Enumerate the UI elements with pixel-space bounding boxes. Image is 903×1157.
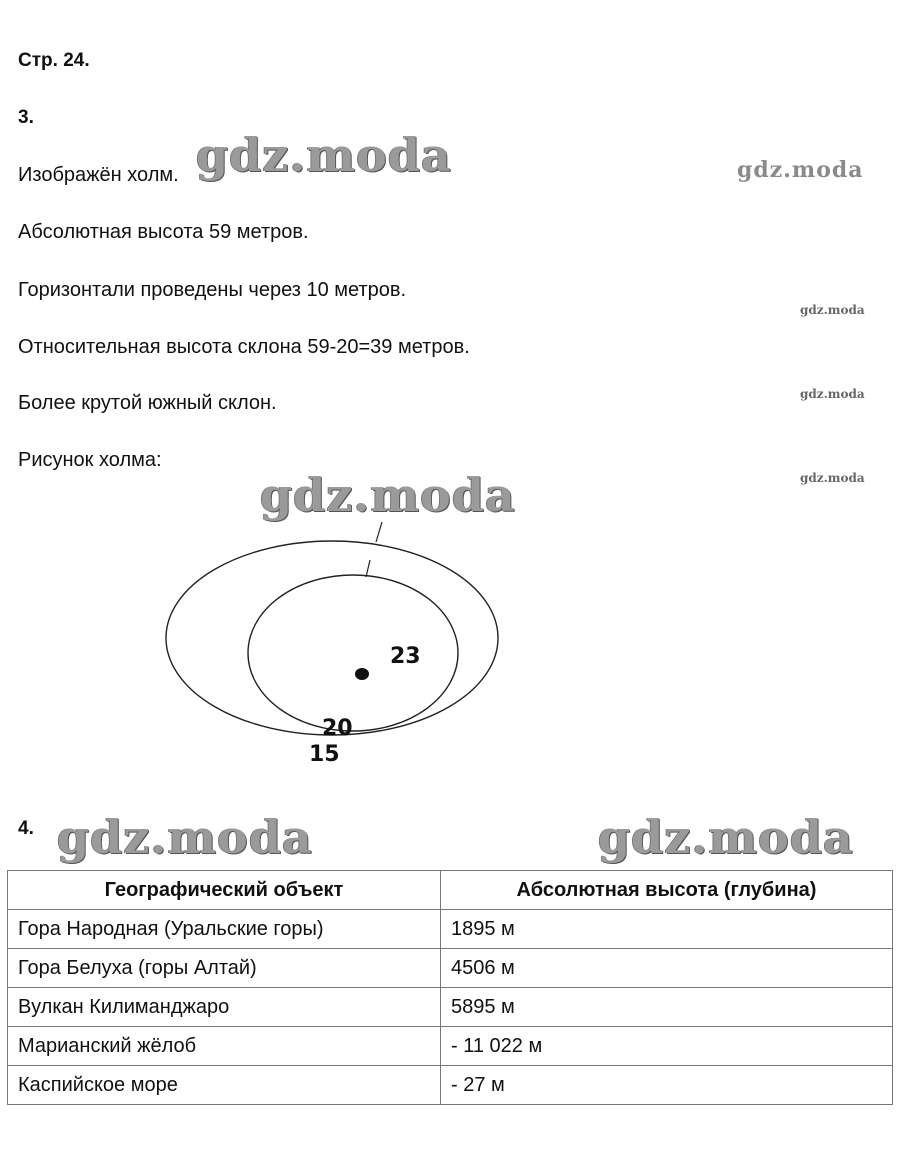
watermark: gdz.moda (196, 128, 452, 182)
task3-line-1: Изображён холм. (18, 164, 179, 186)
summit-point (355, 668, 369, 680)
table-row (8, 1027, 893, 1066)
watermark: gdz.moda (800, 471, 865, 485)
outer-contour (166, 541, 498, 735)
header-object: Географический объект (8, 871, 441, 910)
page-label: Стр. 24 (18, 50, 85, 71)
task4-number: 4. (18, 818, 34, 839)
watermark: gdz.moda (800, 303, 865, 317)
cell-height: 1895 м (441, 910, 893, 949)
watermark: gdz.moda (57, 810, 313, 864)
cell-height: - 27 м (441, 1066, 893, 1105)
cell-height: 4506 м (441, 949, 893, 988)
table-row (8, 1066, 893, 1105)
cell-object: Марианский жёлоб (8, 1027, 441, 1066)
watermark: gdz.moda (737, 157, 864, 183)
task3-line-6: Рисунок холма: (18, 449, 162, 471)
cell-object: Каспийское море (8, 1066, 441, 1105)
watermark: gdz.moda (260, 468, 516, 522)
table-row (8, 910, 893, 949)
table-row (8, 949, 893, 988)
task3-line-4: Относительная высота склона 59-20=39 метров. (18, 336, 470, 358)
inner-contour (248, 575, 458, 731)
cell-height: 5895 м (441, 988, 893, 1027)
header-height: Абсолютная высота (глубина) (441, 871, 893, 910)
inner-contour-label: 20 (322, 716, 353, 741)
outer-contour-label: 15 (309, 742, 340, 767)
summit-label: 23 (390, 644, 421, 669)
heights-table (7, 870, 893, 1105)
slope-tick-outer (376, 522, 382, 542)
page-heading: Стр. 24. (18, 50, 90, 71)
cell-object: Гора Народная (Уральские горы) (8, 910, 441, 949)
task3-line-5: Более крутой южный склон. (18, 392, 277, 414)
table-row (8, 988, 893, 1027)
cell-object: Гора Белуха (горы Алтай) (8, 949, 441, 988)
watermark: gdz.moda (800, 387, 865, 401)
watermark: gdz.moda (598, 810, 854, 864)
slope-tick-inner (366, 560, 370, 577)
task3-line-2: Абсолютная высота 59 метров. (18, 221, 309, 243)
table-header-row (8, 871, 893, 910)
cell-object: Вулкан Килиманджаро (8, 988, 441, 1027)
cell-height: - 11 022 м (441, 1027, 893, 1066)
task3-line-3: Горизонтали проведены через 10 метров. (18, 279, 407, 301)
task3-number: 3. (18, 107, 34, 128)
